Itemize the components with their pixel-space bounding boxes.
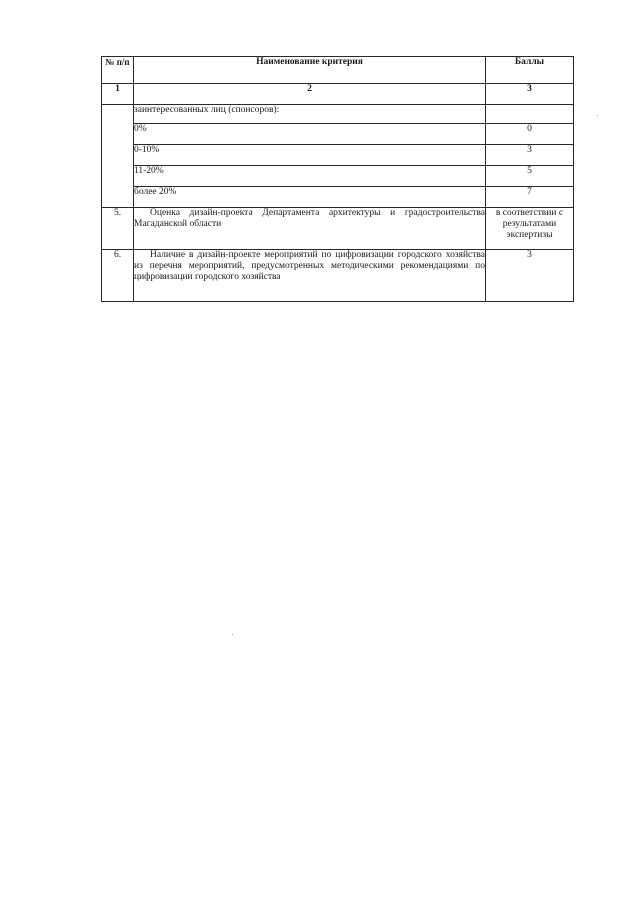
option-points: 7	[486, 187, 574, 208]
column-index-1: 1	[102, 84, 134, 105]
scan-speck	[597, 115, 598, 116]
option-label: более 20%	[134, 187, 486, 208]
option-row	[102, 124, 574, 145]
column-index-2: 2	[134, 84, 486, 105]
option-points: 3	[486, 145, 574, 166]
column-index-row	[102, 84, 574, 105]
criteria-table	[101, 56, 574, 302]
continuation-row	[102, 105, 574, 124]
row-criterion	[134, 208, 486, 250]
option-points: 5	[486, 166, 574, 187]
option-points: 0	[486, 124, 574, 145]
table-row	[102, 208, 574, 250]
row-criterion-text: Оценка дизайн-проекта Департамента архитектуры и градостроительства Магаданской области	[134, 208, 485, 229]
option-label: 11-20%	[134, 166, 486, 187]
header-row	[102, 57, 574, 84]
header-points: Баллы	[486, 57, 574, 84]
table-row	[102, 250, 574, 302]
continuation-text: заинтересованных лиц (спонсоров):	[134, 105, 486, 124]
column-index-3: 3	[486, 84, 574, 105]
header-number: № п/п	[102, 57, 134, 84]
option-row	[102, 145, 574, 166]
scan-speck	[232, 634, 233, 635]
option-row	[102, 166, 574, 187]
row-criterion-text: Наличие в дизайн-проекте мероприятий по цифровизации городского хозяйства из перечня мероприятий, предусмотренных методическими рекомендациями по цифровизации городского хозяйства	[134, 250, 485, 282]
row-points: в соответствии с результатами экспертизы	[486, 208, 574, 250]
row-points: 3	[486, 250, 574, 302]
option-row	[102, 187, 574, 208]
option-label: 0%	[134, 124, 486, 145]
option-label: 0-10%	[134, 145, 486, 166]
header-criterion: Наименование критерия	[134, 57, 486, 84]
continuation-points-cell	[486, 105, 574, 124]
continuation-number-cell	[102, 105, 134, 208]
row-number: 5.	[102, 208, 134, 250]
row-number: 6.	[102, 250, 134, 302]
row-criterion	[134, 250, 486, 302]
